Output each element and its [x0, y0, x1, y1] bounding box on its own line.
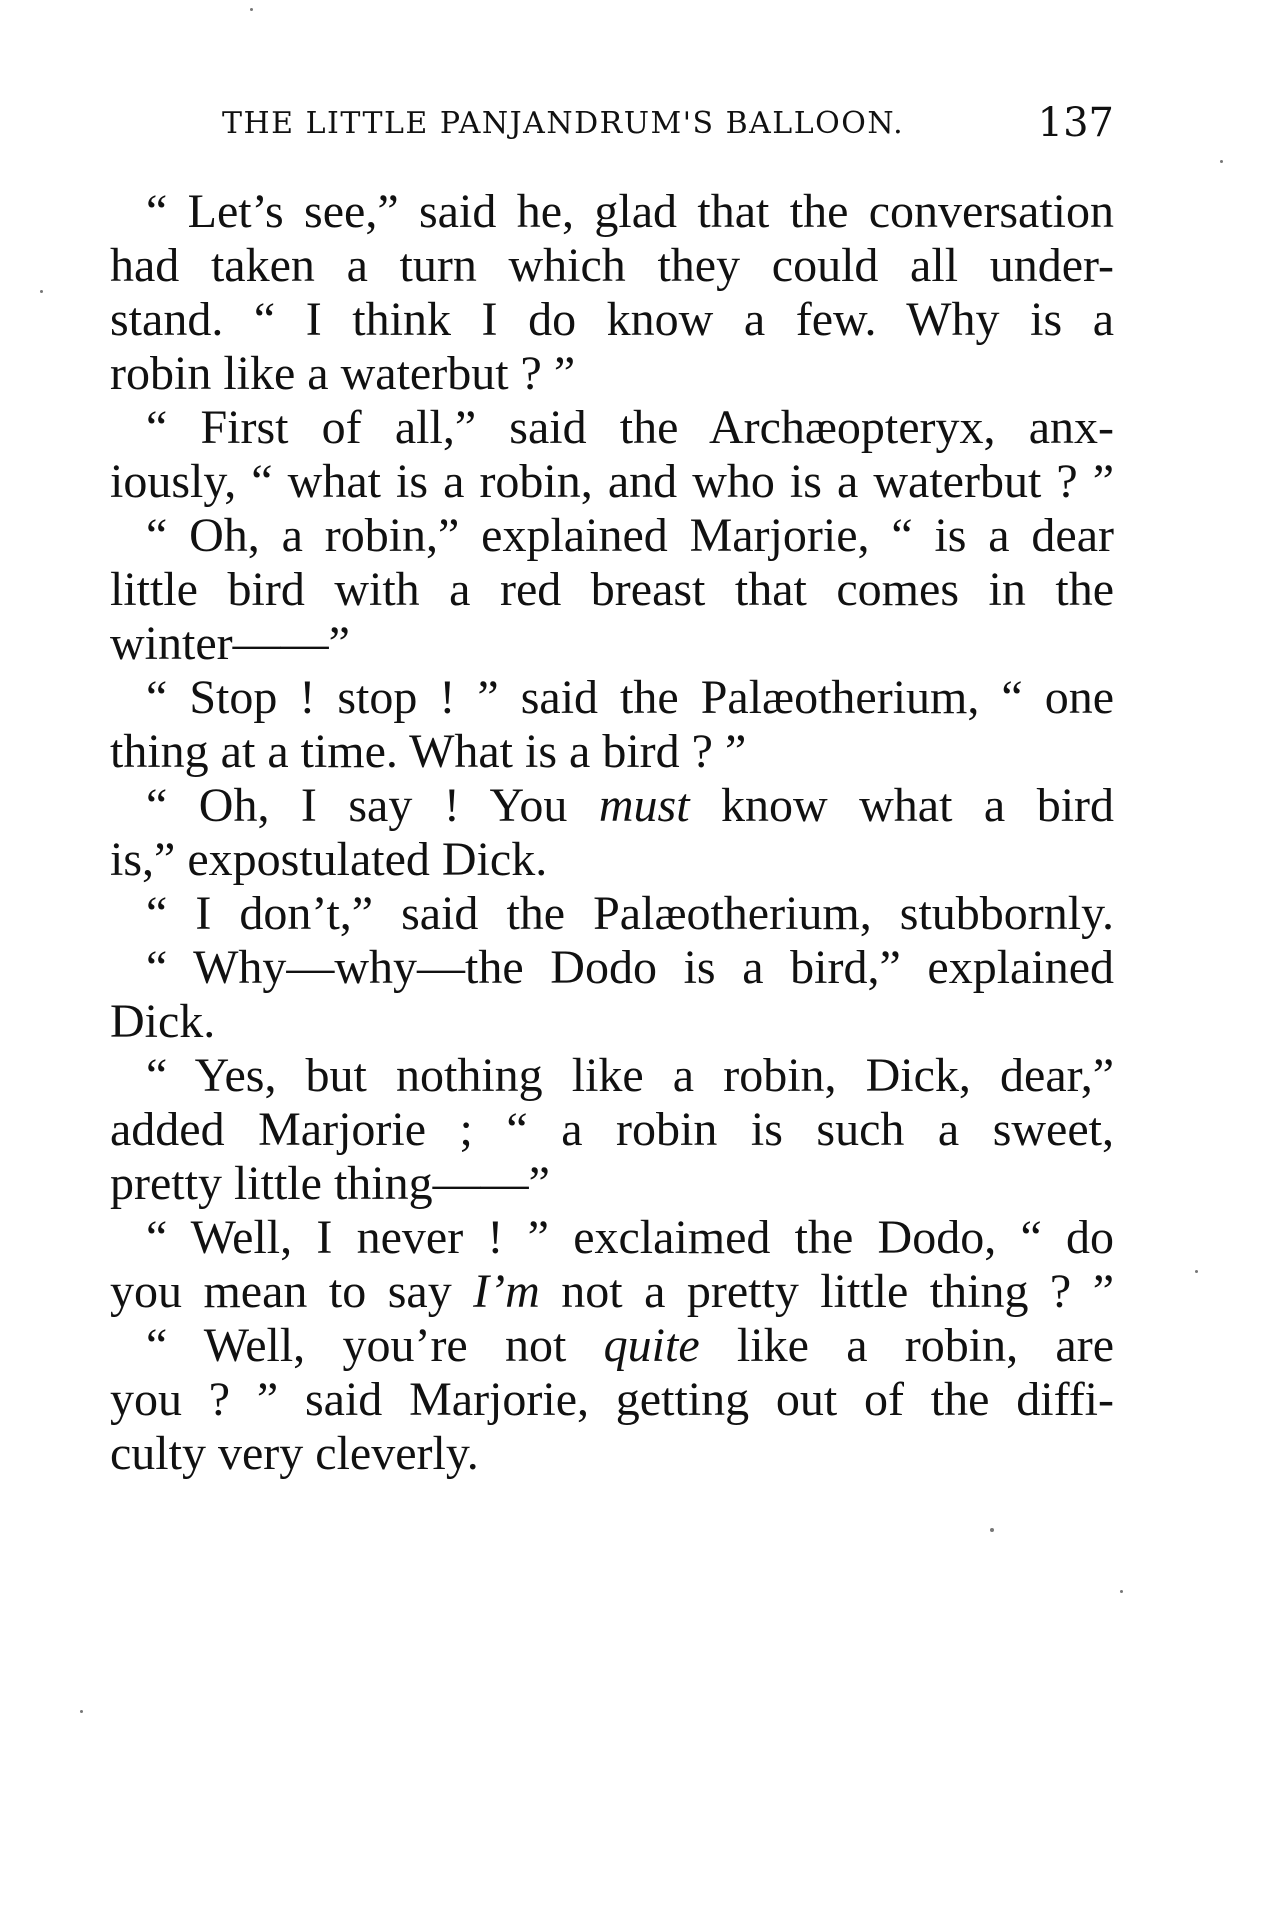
text-line: Dick. — [110, 995, 216, 1048]
text-line: thing at a time. What is a bird ? ” — [110, 725, 747, 778]
text-line: “ I don’t,” said the Palæotherium, stubbornly. — [146, 887, 1114, 940]
text-line: winter——” — [110, 617, 350, 670]
text-line — [146, 1316, 1114, 1376]
text-line: “ Oh, a robin,” explained Marjorie, “ is a dear — [146, 509, 1114, 562]
paper-speck — [1120, 1590, 1123, 1593]
text-line — [110, 1262, 1114, 1322]
text-line: pretty little thing——” — [110, 1157, 550, 1210]
text-line: “ Let’s see,” said he, glad that the conversation — [146, 185, 1114, 238]
text-line: “ Well, I never ! ” exclaimed the Dodo, “ do — [146, 1211, 1114, 1264]
emphasis: I’m — [473, 1265, 540, 1318]
paper-speck — [80, 1710, 83, 1713]
page-number: 137 — [1037, 100, 1114, 146]
text-line: had taken a turn which they could all under- — [110, 239, 1114, 292]
line-segment: not a pretty little thing ? ” — [539, 1265, 1115, 1318]
text-line: “ Why—why—the Dodo is a bird,” explained — [146, 941, 1114, 994]
paper-speck — [1220, 160, 1223, 163]
text-line: culty very cleverly. — [110, 1427, 479, 1480]
paper-speck — [40, 290, 43, 293]
line-segment: “ Well, you’re not — [146, 1319, 604, 1372]
paper-speck — [990, 1528, 994, 1532]
text-line: stand. “ I think I do know a few. Why is a — [110, 293, 1114, 346]
text-line: is,” expostulated Dick. — [110, 833, 548, 886]
text-line: little bird with a red breast that comes in the — [110, 563, 1114, 616]
text-line: “ Stop ! stop ! ” said the Palæotherium, “ one — [146, 671, 1114, 724]
text-line: robin like a waterbut ? ” — [110, 347, 576, 400]
emphasis: quite — [603, 1319, 700, 1372]
page-header — [222, 100, 1114, 160]
text-line — [146, 776, 1114, 836]
line-segment: you mean to say — [110, 1265, 474, 1318]
text-line: “ Yes, but nothing like a robin, Dick, dear,” — [146, 1049, 1114, 1102]
text-line: you ? ” said Marjorie, getting out of the diffi- — [110, 1373, 1114, 1426]
emphasis: must — [598, 779, 690, 832]
running-title: THE LITTLE PANJANDRUM'S BALLOON. — [222, 106, 905, 141]
paper-speck — [1195, 1270, 1198, 1273]
text-line: added Marjorie ; “ a robin is such a sweet, — [110, 1103, 1114, 1156]
text-line: “ First of all,” said the Archæopteryx, anx- — [146, 401, 1114, 454]
line-segment: like a robin, are — [699, 1319, 1114, 1372]
line-segment: “ Oh, I say ! You — [146, 779, 599, 832]
line-segment: know what a bird — [689, 779, 1115, 832]
paper-speck — [250, 8, 253, 11]
text-line: iously, “ what is a robin, and who is a waterbut ? ” — [110, 455, 1114, 508]
